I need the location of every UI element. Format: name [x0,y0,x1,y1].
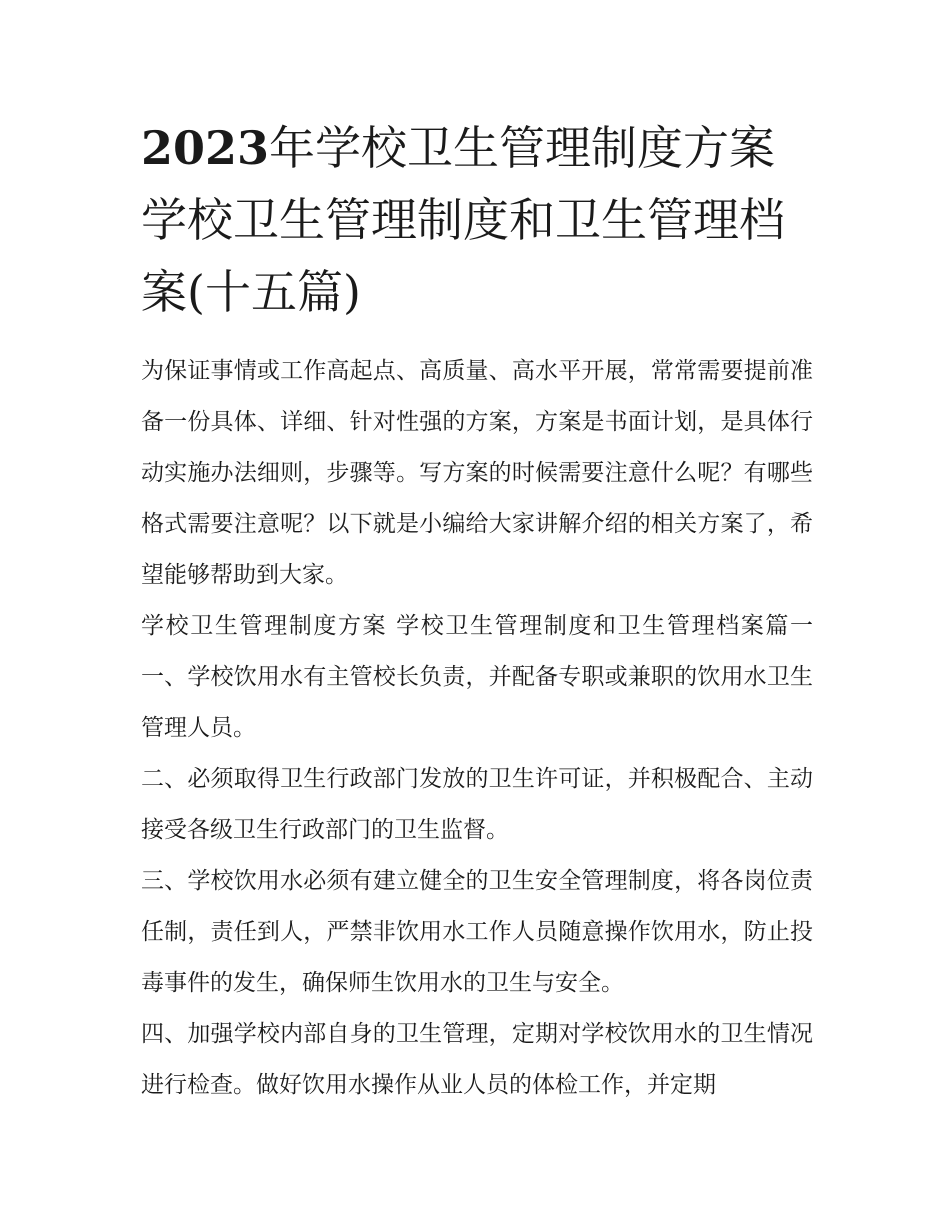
title-year: 2023 [141,121,270,175]
document-page [141,112,813,1111]
section-heading-paragraph: 学校卫生管理制度方案 学校卫生管理制度和卫生管理档案篇一 一、学校饮用水有主管校长负责，并配备专职或兼职的饮用水卫生管理人员。 [141,613,813,741]
item-2-paragraph: 二、必须取得卫生行政部门发放的卫生许可证，并积极配合、主动接受各级卫生行政部门的卫生监督。 [141,766,813,843]
intro-paragraph: 为保证事情或工作高起点、高质量、高水平开展，常常需要提前准备一份具体、详细、针对性强的方案，方案是书面计划，是具体行动实施办法细则，步骤等。写方案的时候需要注意什么呢？有哪些格式需要注意呢？以下就是小编给大家讲解介绍的相关方案了，希望能够帮助到大家。 [141,358,813,588]
document-title [141,112,813,328]
item-4-paragraph: 四、加强学校内部自身的卫生管理，定期对学校饮用水的卫生情况进行检查。做好饮用水操作从业人员的体检工作，并定期 [141,1021,813,1098]
title-text: 年学校卫生管理制度方案学校卫生管理制度和卫生管理档案(十五篇) [141,121,785,319]
item-3-paragraph: 三、学校饮用水必须有建立健全的卫生安全管理制度，将各岗位责任制，责任到人，严禁非饮用水工作人员随意操作饮用水，防止投毒事件的发生，确保师生饮用水的卫生与安全。 [141,868,813,996]
